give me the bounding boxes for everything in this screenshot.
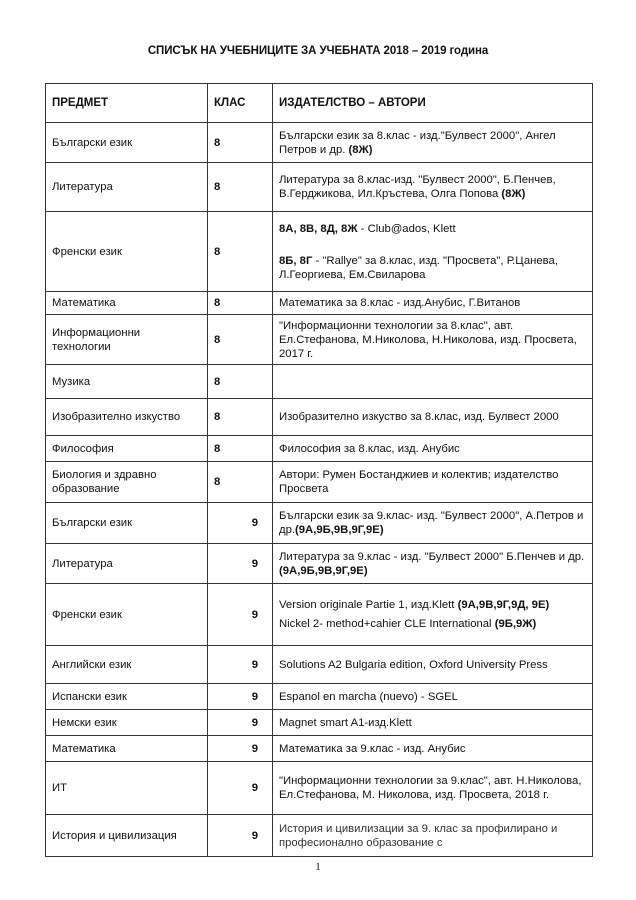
document-title: СПИСЪК НА УЧЕБНИЦИТЕ ЗА УЧЕБНАТА 2018 – 2019 година xyxy=(147,45,489,57)
cell-publisher xyxy=(273,646,593,684)
cell-grade: 9 xyxy=(208,503,273,544)
cell-subject: Информационни технологии xyxy=(46,315,208,365)
table-row xyxy=(46,646,593,684)
table-row xyxy=(46,684,593,710)
publisher-text: Espanol en marcha (nuevo) - SGEL xyxy=(279,690,458,703)
publisher-text: Автори: Румен Бостанджиев и колектив; издателство Просвета xyxy=(279,469,559,495)
table-row xyxy=(46,544,593,584)
table-row xyxy=(46,315,593,365)
cell-publisher xyxy=(273,710,593,736)
cell-grade: 9 xyxy=(208,815,273,857)
table-row xyxy=(46,365,593,399)
cell-publisher xyxy=(273,462,593,503)
cell-subject: Литература xyxy=(46,544,208,584)
cell-publisher xyxy=(273,684,593,710)
cell-grade: 8 xyxy=(208,399,273,436)
page-number: 1 xyxy=(315,861,321,873)
table-row xyxy=(46,815,593,857)
cell-subject: История и цивилизация xyxy=(46,815,208,857)
cell-subject: Литература xyxy=(46,163,208,212)
class-groups-label: 8Б, 8Г xyxy=(279,254,313,267)
publisher-text: Литература за 9.клас - изд. "Булвест 2000" Б.Пенчев и др. xyxy=(279,550,585,563)
class-groups-label: (9А,9Б,9В,9Г,9Е) xyxy=(279,564,368,577)
cell-grade: 9 xyxy=(208,584,273,646)
textbooks-table xyxy=(45,83,593,857)
publisher-text: Български език за 8.клас - изд."Булвест 2000", Ангел Петров и др. xyxy=(279,129,556,156)
cell-grade: 8 xyxy=(208,315,273,365)
header-grade: КЛАС xyxy=(208,84,273,123)
publisher-text: Nickel 2- method+cahier CLE International xyxy=(279,618,495,630)
cell-publisher xyxy=(273,365,593,399)
cell-grade: 9 xyxy=(208,710,273,736)
publisher-line-b xyxy=(279,618,536,630)
cell-subject: ИТ xyxy=(46,762,208,815)
publisher-text: Математика за 8.клас - изд.Анубис, Г.Витанов xyxy=(279,297,521,309)
cell-publisher xyxy=(273,123,593,163)
cell-grade: 8 xyxy=(208,462,273,503)
publisher-text: Magnet smart A1-изд.Klett xyxy=(279,716,412,729)
publisher-text: Философия за 8.клас, изд. Анубис xyxy=(279,442,460,455)
cell-grade: 9 xyxy=(208,544,273,584)
cell-subject: Музика xyxy=(46,365,208,399)
publisher-text: История и цивилизации за 9. клас за профилирано и професионално образование с xyxy=(279,822,558,849)
cell-publisher xyxy=(273,815,593,857)
header-subject: ПРЕДМЕТ xyxy=(46,84,208,123)
table-row xyxy=(46,436,593,462)
cell-publisher xyxy=(273,736,593,762)
cell-publisher xyxy=(273,292,593,315)
publisher-text: Литература за 8.клас-изд. "Булвест 2000", Б.Пенчев, В.Герджикова, Ил.Кръстева, Олга Попова xyxy=(279,174,556,200)
table-header-row xyxy=(46,84,593,123)
publisher-text: - "Rallye" за 8.клас, изд. "Просвета", Р.Цанева, Л.Георгиева, Ем.Свиларова xyxy=(279,254,558,281)
cell-grade: 8 xyxy=(208,163,273,212)
table-row xyxy=(46,292,593,315)
table-row xyxy=(46,399,593,436)
cell-grade: 9 xyxy=(208,646,273,684)
cell-subject: Френски език xyxy=(46,584,208,646)
class-groups-label: (8Ж) xyxy=(348,143,373,156)
table-row xyxy=(46,762,593,815)
cell-publisher xyxy=(273,212,593,292)
cell-publisher xyxy=(273,762,593,815)
cell-grade: 8 xyxy=(208,123,273,163)
cell-publisher xyxy=(273,503,593,544)
cell-subject: Математика xyxy=(46,292,208,315)
table-row xyxy=(46,462,593,503)
class-groups-label: 8А, 8В, 8Д, 8Ж xyxy=(279,222,358,235)
header-publisher: ИЗДАТЕЛСТВО – АВТОРИ xyxy=(273,84,593,123)
table-row xyxy=(46,123,593,163)
cell-grade: 8 xyxy=(208,292,273,315)
class-groups-label: (8Ж) xyxy=(501,188,526,200)
publisher-text: Version originale Partie 1, изд.Klett xyxy=(279,599,458,611)
publisher-line-a xyxy=(279,223,456,235)
publisher-text: - Club@ados, Klett xyxy=(357,222,456,235)
table-row xyxy=(46,584,593,646)
table-row xyxy=(46,503,593,544)
publisher-text: Solutions A2 Bulgaria edition, Oxford University Press xyxy=(279,658,548,671)
publisher-text: "Информационни технологии за 9.клас", авт. Н.Николова, Ел.Стефанова, М. Николова, изд. Просвета, 2018 г. xyxy=(279,775,582,801)
publisher-text: Изобразително изкуство за 8.клас, изд. Булвест 2000 xyxy=(279,411,559,423)
cell-subject: Математика xyxy=(46,736,208,762)
cell-subject: Биология и здравно образование xyxy=(46,462,208,503)
table-row xyxy=(46,710,593,736)
publisher-line-a xyxy=(279,599,549,611)
cell-subject: Английски език xyxy=(46,646,208,684)
table-row xyxy=(46,212,593,292)
cell-grade: 8 xyxy=(208,436,273,462)
class-groups-label: (9А,9Б,9В,9Г,9Е) xyxy=(295,524,384,536)
cell-grade: 9 xyxy=(208,684,273,710)
cell-grade: 9 xyxy=(208,736,273,762)
class-groups-label: (9Б,9Ж) xyxy=(494,618,537,630)
cell-publisher xyxy=(273,584,593,646)
publisher-text: "Информационни технологии за 8.клас", авт. Ел.Стефанова, М.Николова, Н.Николова, изд. Просвета, 2017 г. xyxy=(279,319,577,360)
cell-publisher xyxy=(273,399,593,436)
cell-grade: 8 xyxy=(208,212,273,292)
cell-subject: Български език xyxy=(46,503,208,544)
cell-grade: 9 xyxy=(208,762,273,815)
cell-subject: Философия xyxy=(46,436,208,462)
cell-subject: Френски език xyxy=(46,212,208,292)
cell-publisher xyxy=(273,315,593,365)
class-groups-label: (9А,9В,9Г,9Д, 9Е) xyxy=(457,599,550,611)
cell-subject: Испански език xyxy=(46,684,208,710)
publisher-text: Математика за 9.клас - изд. Анубис xyxy=(279,742,466,755)
cell-subject: Български език xyxy=(46,123,208,163)
table-row xyxy=(46,163,593,212)
cell-subject: Изобразително изкуство xyxy=(46,399,208,436)
publisher-text: Български език за 9.клас- изд. "Булвест 2000", А.Петров и др. xyxy=(279,510,584,536)
cell-subject: Немски език xyxy=(46,710,208,736)
cell-grade: 8 xyxy=(208,365,273,399)
cell-publisher xyxy=(273,544,593,584)
cell-publisher xyxy=(273,436,593,462)
cell-publisher xyxy=(273,163,593,212)
table-row xyxy=(46,736,593,762)
publisher-line-b xyxy=(279,255,558,281)
